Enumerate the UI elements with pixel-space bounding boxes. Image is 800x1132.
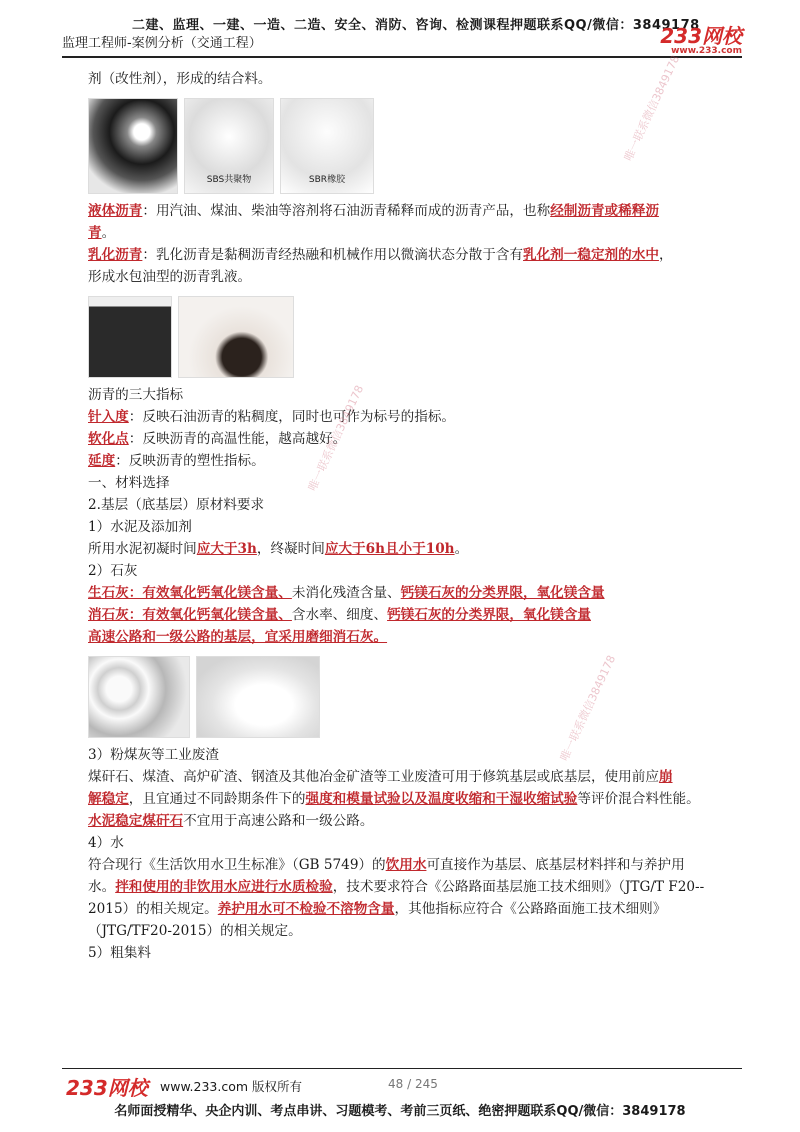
text: 含水率、细度、 — [291, 607, 388, 623]
penetration-item — [88, 406, 738, 428]
highlight: 青 — [88, 225, 102, 241]
rubber-tire-image — [88, 98, 178, 194]
image-row-lime — [88, 656, 738, 738]
beaker-asphalt-image — [88, 296, 172, 378]
section-title: 沥青的三大指标 — [88, 387, 184, 403]
flyash-paragraph-cont — [88, 788, 738, 810]
footer-divider — [62, 1068, 742, 1069]
watermark-text: 唯一联系微信3849178 — [557, 653, 619, 764]
highlight: 经制沥青或稀释沥 — [550, 203, 659, 219]
flyash-paragraph — [88, 766, 738, 788]
section-heading: 2.基层（底基层）原材料要求 — [88, 497, 265, 513]
subsection-heading: 4）水 — [88, 835, 124, 851]
logo-text: 233网校 — [660, 24, 742, 48]
text: ：用汽油、煤油、柴油等溶剂将石油沥青稀释而成的沥青产品，也称 — [142, 203, 551, 219]
document-body — [88, 68, 738, 964]
text: ，技术要求符合《公路路面基层施工技术细则》（JTG/T F20-- — [332, 879, 705, 895]
text: ：反映沥青的高温性能，越高越好。 — [128, 431, 347, 447]
quicklime-requirement — [88, 582, 738, 604]
ductility-item — [88, 450, 738, 472]
page-header — [62, 14, 742, 54]
text: 符合现行《生活饮用水卫生标准》（GB 5749）的 — [88, 857, 386, 873]
text: ：乳化沥青是黏稠沥青经热融和机械作用以微滴状态分散于含有 — [142, 247, 523, 263]
text: 所用水泥初凝时间 — [88, 541, 197, 557]
term: 延度 — [88, 453, 116, 469]
highlight: 水泥稳定煤矸石 — [88, 813, 184, 829]
image-row-emulsion — [88, 296, 738, 378]
subsection-heading: 2）石灰 — [88, 563, 138, 579]
flyash-note — [88, 810, 738, 832]
subsection-heading: 5）粗集料 — [88, 945, 152, 961]
cement-requirement — [88, 538, 738, 560]
highlight: 解稳定 — [88, 791, 129, 807]
text: 煤矸石、煤渣、高炉矿渣、钢渣及其他冶金矿渣等工业废渣可用于修筑基层或底基层，使用前应 — [88, 769, 659, 785]
water-paragraph-cont: （JTG/TF20-2015）的相关规定。 — [88, 923, 302, 939]
text: 不宜用于高速公路和一级公路。 — [183, 813, 374, 829]
pouring-emulsion-image — [178, 296, 294, 378]
page-number: 48 / 245 — [388, 1077, 438, 1091]
subsection-heading: 3）粉煤灰等工业废渣 — [88, 747, 219, 763]
text: ，其他指标应符合《公路路面施工技术细则》 — [394, 901, 667, 917]
subsection-heading: 1）水泥及添加剂 — [88, 519, 192, 535]
text: 水。 — [88, 879, 116, 895]
paragraph: 剂（改性剂），形成的结合料。 — [88, 71, 272, 87]
document-title: 监理工程师-案例分析（交通工程） — [62, 36, 262, 51]
water-paragraph-cont — [88, 876, 738, 898]
term: 乳化沥青 — [88, 247, 143, 263]
text: 等评价混合料性能。 — [577, 791, 700, 807]
quicklime-lumps-image — [88, 656, 190, 738]
highlight: 强度和模量试验以及温度收缩和干湿收缩试验 — [305, 791, 578, 807]
text: 未消化残渣含量、 — [291, 585, 401, 601]
water-paragraph-cont — [88, 898, 738, 920]
highlight: 饮用水 — [385, 857, 427, 873]
highlight: 崩 — [658, 769, 673, 785]
liquid-asphalt-definition-cont — [88, 222, 738, 244]
copyright-text: www.233.com 版权所有 — [160, 1079, 302, 1094]
liquid-asphalt-definition — [88, 200, 738, 222]
highlight: 钙镁石灰的分类界限，氧化镁含量 — [400, 585, 605, 601]
term: 针入度 — [88, 409, 129, 425]
text: 可直接作为基层、底基层材料拌和与养护用 — [426, 857, 685, 873]
sbs-copolymer-image — [184, 98, 274, 194]
image-caption: SBR橡胶 — [308, 175, 346, 185]
highlight: 生石灰：有效氧化钙氧化镁含量、 — [88, 585, 292, 601]
highlight: 养护用水可不检验不溶物含量 — [217, 901, 395, 917]
text: ， — [658, 247, 673, 263]
watermark-text: 唯一联系微信3849178 — [305, 383, 367, 494]
watermark-text: 唯一联系微信3849178 — [621, 53, 683, 164]
brand-logo — [660, 20, 742, 56]
highlight: 应大于3h — [196, 541, 257, 557]
highlight: 高速公路和一级公路的基层，宜采用磨细消石灰。 — [88, 629, 388, 645]
image-caption: SBS共聚物 — [206, 175, 252, 185]
highlight: 消石灰：有效氧化钙氧化镁含量、 — [88, 607, 292, 623]
term: 液体沥青 — [88, 203, 143, 219]
slaked-lime-requirement — [88, 604, 738, 626]
paragraph: 形成水包油型的沥青乳液。 — [88, 269, 252, 285]
text: 。 — [101, 225, 116, 241]
section-heading: 一、材料选择 — [88, 475, 170, 491]
highlight: 乳化剂一稳定剂的水中 — [523, 247, 659, 263]
highway-lime-note — [88, 626, 738, 648]
footer-logo: 233网校 — [66, 1076, 148, 1100]
text: 2015）的相关规定。 — [88, 901, 218, 917]
emulsified-asphalt-definition — [88, 244, 738, 266]
water-paragraph — [88, 854, 738, 876]
header-divider — [62, 56, 742, 58]
text: ：反映沥青的塑性指标。 — [115, 453, 265, 469]
term: 软化点 — [88, 431, 129, 447]
highlight: 拌和使用的非饮用水应进行水质检验 — [115, 879, 333, 895]
slaked-lime-powder-image — [196, 656, 320, 738]
sbr-rubber-image — [280, 98, 374, 194]
highlight: 应大于6h且小于10h — [324, 541, 455, 557]
header-ad-line: 二建、监理、一建、一造、二造、安全、消防、咨询、检测课程押题联系QQ/微信：3849178 — [132, 18, 700, 33]
text: ，且宜通过不同龄期条件下的 — [128, 791, 306, 807]
text: ，终凝时间 — [256, 541, 325, 557]
logo-subtext: www.233.com — [671, 46, 742, 56]
highlight: 钙镁石灰的分类界限，氧化镁含量 — [387, 607, 591, 623]
footer-ad-line: 名师面授精华、央企内训、考点串讲、习题模考、考前三页纸、绝密押题联系QQ/微信：3849178 — [114, 1104, 686, 1119]
text: 。 — [454, 541, 469, 557]
text: ：反映石油沥青的粘稠度，同时也可作为标号的指标。 — [128, 409, 456, 425]
softening-point-item — [88, 428, 738, 450]
